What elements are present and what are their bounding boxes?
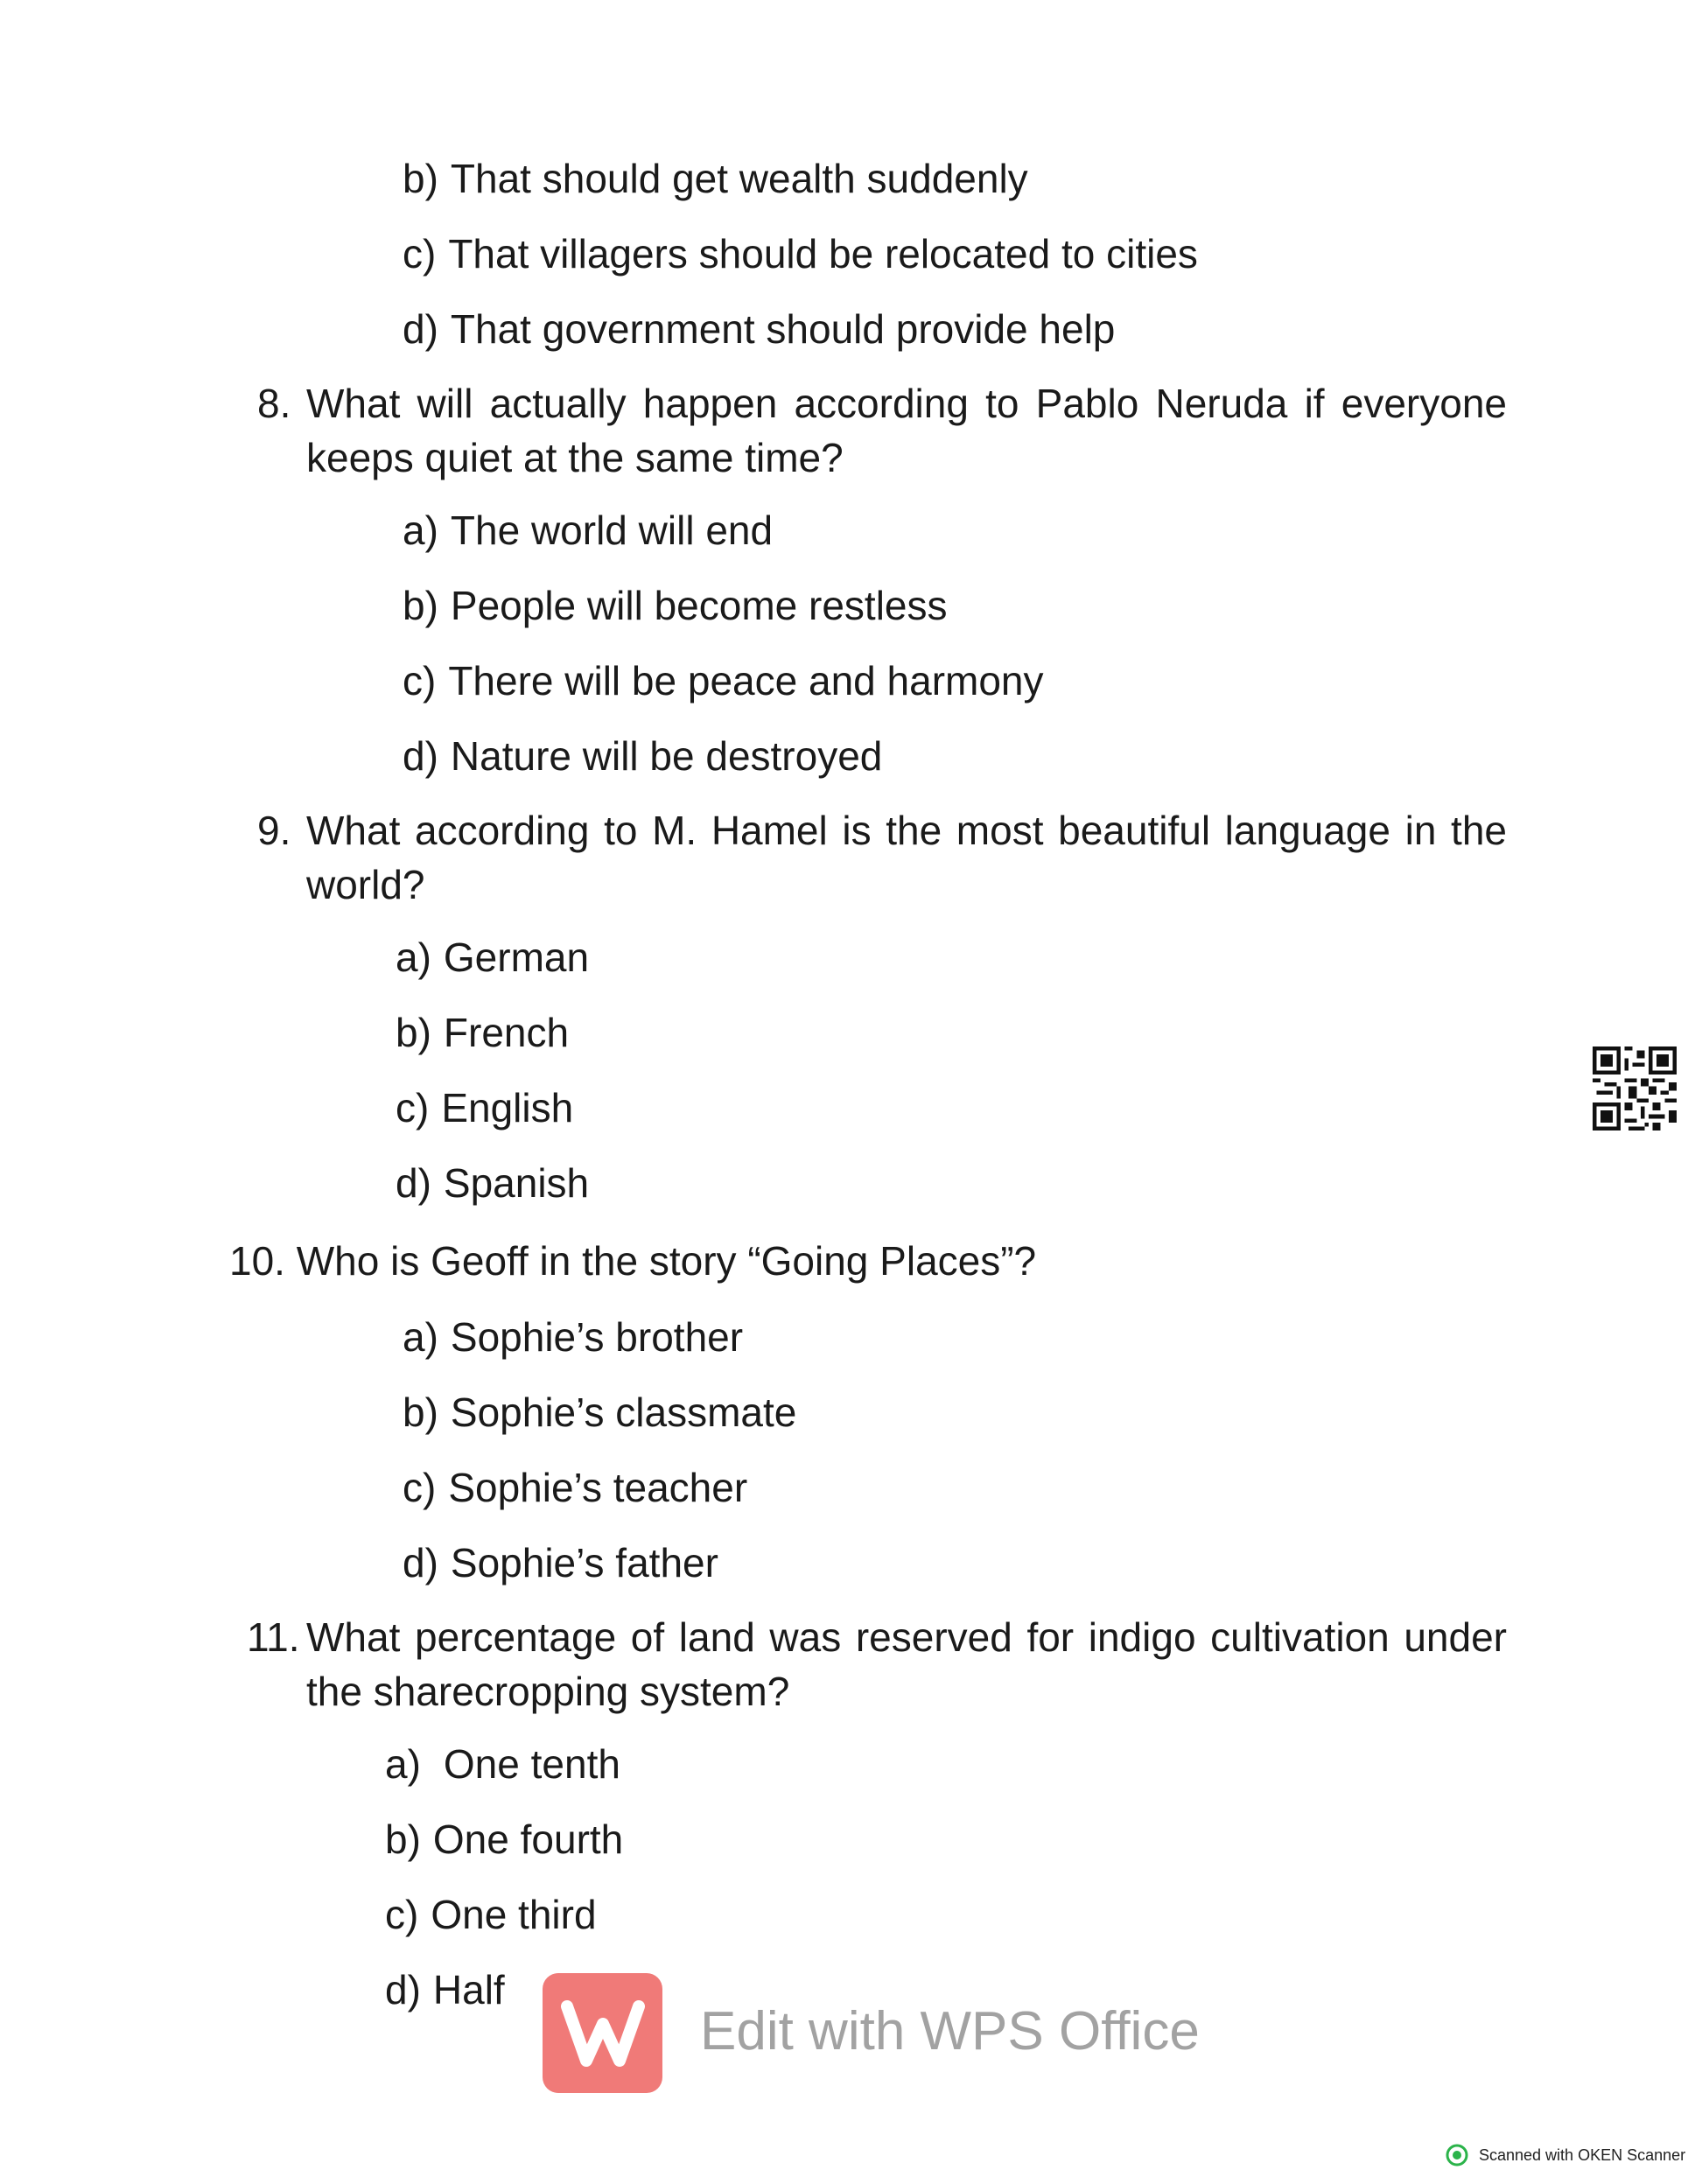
wps-watermark-text: Edit with WPS Office [700,2001,1200,2062]
q11-option-c [385,1890,597,1939]
wps-logo-icon [543,1973,662,2093]
option-text: French [443,1010,570,1055]
option-text: One fourth [432,1816,624,1862]
option-text: Half [432,1967,505,2012]
option-text: English [441,1085,574,1130]
scanner-toggle-icon [1446,2144,1468,2166]
option-label: c) [385,1892,419,1937]
q9-option-a [396,933,589,982]
option-label: a) [403,508,438,553]
question-10 [229,1234,1036,1288]
option-text: Sophie’s father [450,1540,718,1586]
question-9-number: 9. [257,808,291,853]
option-label: b) [403,583,438,628]
q10-option-b [403,1388,796,1437]
option-label: a) [403,1314,438,1360]
question-10-number: 10. [229,1238,285,1284]
option-label: b) [403,1390,438,1435]
q7-option-b [403,154,1028,203]
q11-option-d [385,1965,505,2014]
q9-option-c [396,1083,573,1132]
question-8-number: 8. [257,381,291,426]
option-text: One third [431,1892,597,1937]
option-text: Nature will be destroyed [450,733,883,779]
option-label: b) [396,1010,431,1055]
option-text: Spanish [443,1160,590,1206]
option-label: a) [396,934,431,980]
q9-option-b [396,1008,569,1057]
option-label: d) [396,1160,431,1206]
q10-option-d [403,1538,718,1587]
q7-option-d [403,304,1115,354]
option-text: The world will end [450,508,774,553]
q7-option-c [403,229,1198,278]
question-8-text: What will actually happen according to Pablo Neruda if everyone keeps quiet at the same time? [306,381,1507,480]
question-11-text: What percentage of land was reserved for indigo cultivation under the sharecropping system? [306,1614,1507,1714]
q9-option-d [396,1158,589,1208]
q10-option-a [403,1312,743,1362]
q10-option-c [403,1463,747,1512]
option-text: Sophie’s classmate [450,1390,797,1435]
q8-option-c [403,656,1044,705]
option-label: a) [385,1741,421,1787]
q8-option-a [403,506,773,555]
option-text: That government should provide help [450,306,1116,352]
q11-option-b [385,1815,623,1864]
q8-option-d [403,732,882,780]
option-text: Sophie’s brother [450,1314,744,1360]
q11-option-a [385,1740,620,1788]
scanner-badge-text: Scanned with OKEN Scanner [1479,2146,1686,2164]
option-label: c) [403,1465,437,1510]
question-10-text: Who is Geoff in the story “Going Places”? [296,1238,1037,1284]
option-label: c) [403,231,437,276]
question-11-number: 11. [247,1614,300,1660]
option-text: There will be peace and harmony [448,658,1044,704]
option-label: c) [403,658,437,704]
option-label: b) [403,156,438,201]
option-label: d) [403,733,438,779]
option-label: d) [403,306,438,352]
option-label: d) [385,1967,421,2012]
option-text: German [443,934,590,980]
option-text: People will become restless [450,583,948,628]
option-label: d) [403,1540,438,1586]
scanner-badge [1446,2144,1685,2166]
qr-code-icon [1593,1046,1677,1130]
option-label: c) [396,1085,430,1130]
q8-option-b [403,581,948,630]
option-text: That villagers should be relocated to cities [448,231,1198,276]
option-label: b) [385,1816,421,1862]
option-text: One tenth [443,1741,620,1787]
option-text: Sophie’s teacher [448,1465,748,1510]
question-9-text: What according to M. Hamel is the most beautiful language in the world? [306,808,1507,907]
option-text: That should get wealth suddenly [450,156,1028,201]
wps-w-icon [543,1973,662,2093]
